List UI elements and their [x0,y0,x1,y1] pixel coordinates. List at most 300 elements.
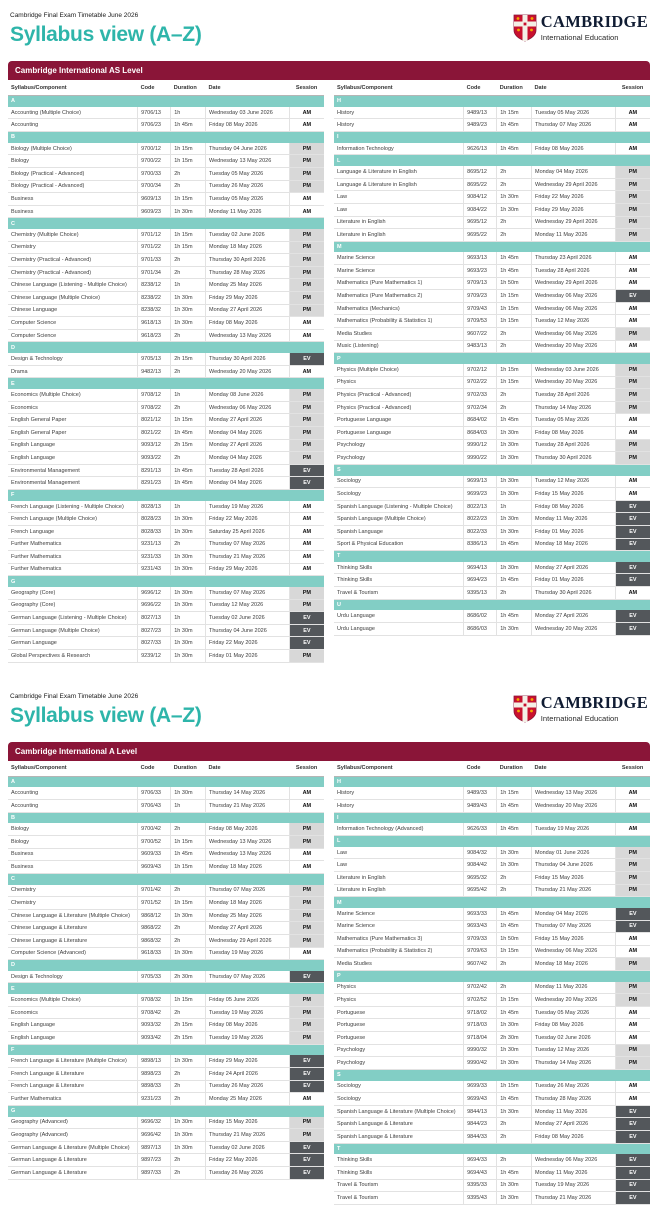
cell-session: AM [289,787,324,799]
exam-row [8,254,324,267]
cell-code: 9696/22 [138,599,171,612]
cell-syllabus: Sport & Physical Education [334,538,464,551]
cell-syllabus: Accounting (Multiple Choice) [8,107,138,119]
exam-row [334,933,650,946]
cell-duration: 1h 45m [497,252,532,264]
exam-row [8,787,324,799]
cell-session: AM [289,205,324,218]
cell-syllabus: History [334,787,464,799]
section-row-D [8,342,324,353]
cell-syllabus: English Language [8,452,138,465]
cell-code: 9609/33 [138,848,171,861]
cell-syllabus: Chinese Language (Listening - Multiple Choice) [8,279,138,292]
cell-session: AM [615,265,650,278]
cell-syllabus: Economics (Multiple Choice) [8,389,138,401]
exam-row [8,329,324,342]
cell-code: 8238/22 [138,292,171,305]
cell-code: 9709/43 [464,302,497,315]
cell-session: PM [289,1129,324,1142]
cell-code: 9231/43 [138,563,171,576]
cell-code: 9695/22 [464,229,497,242]
cell-date: Thursday 21 May 2026 [205,1129,289,1142]
section-letter: C [8,873,324,884]
cell-date: Tuesday 02 June 2026 [531,1032,615,1045]
cell-duration: 1h 15m [171,414,206,427]
cell-code: 9626/13 [464,143,497,155]
cell-session: AM [615,1006,650,1019]
section-row-L [334,155,650,166]
cell-date: Monday 08 June 2026 [205,389,289,401]
cell-code: 9084/12 [464,191,497,204]
exam-row [8,1129,324,1142]
exam-row [334,800,650,813]
cell-session: PM [289,155,324,168]
exam-row [334,1179,650,1192]
section-letter: H [334,776,650,787]
cell-code: 9084/42 [464,859,497,872]
cambridge-shield-icon [513,695,537,723]
cell-date: Wednesday 13 May 2026 [205,835,289,848]
logo-text-block [540,692,648,723]
cell-code: 9702/34 [464,401,497,414]
exam-row [334,823,650,835]
cell-date: Wednesday 20 May 2026 [531,623,615,636]
tables-a-level [8,761,650,1205]
cell-session: PM [615,871,650,884]
cell-code: 9483/13 [464,340,497,353]
cell-code: 9700/12 [138,143,171,155]
cell-duration: 2h [171,1093,206,1106]
cell-code: 9701/34 [138,266,171,279]
cell-session: PM [615,859,650,872]
cell-syllabus: Accounting [8,119,138,132]
cell-date: Tuesday 19 May 2026 [205,947,289,960]
cell-duration: 1h 30m [171,317,206,330]
cell-syllabus: Thinking Skills [334,574,464,587]
cell-date: Wednesday 06 May 2026 [531,328,615,341]
cell-syllabus: English General Paper [8,414,138,427]
section-letter: B [8,812,324,823]
column-header-duration: Duration [171,80,206,96]
cell-syllabus: Travel & Tourism [334,1179,464,1192]
exam-row [334,452,650,465]
exam-row [8,317,324,330]
section-letter: P [334,353,650,364]
exam-row [8,885,324,897]
cell-syllabus: Mathematics (Mechanics) [334,302,464,315]
cell-session: AM [289,365,324,378]
exam-row [334,1105,650,1118]
cell-syllabus: Physics [334,994,464,1007]
cell-code: 9609/23 [138,205,171,218]
cell-code: 9231/13 [138,538,171,551]
cell-syllabus: Further Mathematics [8,563,138,576]
cell-duration: 1h 15m [171,143,206,155]
section-letter: D [8,342,324,353]
exam-row [8,599,324,612]
cell-duration: 2h [171,254,206,267]
column-header-session: Session [615,761,650,777]
cell-date: Thursday 30 April 2026 [531,587,615,600]
cell-session: PM [289,994,324,1006]
cell-duration: 2h [171,1166,206,1179]
cell-session: PM [615,1057,650,1070]
cell-date: Wednesday 20 May 2026 [531,800,615,813]
cell-duration: 1h [171,107,206,119]
cell-syllabus: Mathematics (Probability & Statistics 2) [334,945,464,958]
cell-session: PM [289,452,324,465]
cell-duration: 1h 30m [171,1141,206,1154]
section-row-P [334,970,650,981]
cell-code: 9700/52 [138,835,171,848]
cell-syllabus: French Language & Literature (Multiple Choice) [8,1055,138,1067]
column-header-date: Date [531,80,615,96]
cell-date: Monday 04 May 2026 [531,166,615,178]
section-letter: D [8,960,324,971]
cell-duration: 1h 30m [497,452,532,465]
cell-date: Thursday 04 June 2026 [205,143,289,155]
cell-syllabus: French Language [8,525,138,538]
section-letter: S [334,1069,650,1080]
cell-duration: 1h 15m [171,193,206,206]
cell-date: Monday 11 May 2026 [531,982,615,994]
cell-session: EV [289,1055,324,1067]
cell-code: 9694/13 [464,562,497,574]
section-letter: U [334,599,650,610]
exam-row [334,178,650,191]
cell-session: EV [289,637,324,650]
cell-session: AM [615,1081,650,1093]
cell-syllabus: Physics [334,376,464,389]
cell-syllabus: Economics [8,1006,138,1019]
exam-row [8,538,324,551]
exam-row [334,389,650,402]
cell-session: EV [289,612,324,625]
cell-duration: 1h 15m [497,315,532,328]
cell-date: Tuesday 28 April 2026 [205,464,289,477]
section-row-C [8,873,324,884]
cell-code: 9696/42 [138,1129,171,1142]
exam-row [8,934,324,947]
cell-code: 9694/33 [464,1154,497,1166]
cell-code: 8027/23 [138,624,171,637]
cell-syllabus: Chemistry (Practical - Advanced) [8,254,138,267]
cell-duration: 1h [497,500,532,513]
cell-session: EV [289,971,324,983]
table-header-row [334,80,650,96]
page-title: Syllabus view (A–Z) [10,703,202,727]
cell-date: Friday 15 May 2026 [205,1117,289,1129]
exam-row [8,650,324,663]
section-row-F [8,1044,324,1055]
exam-row [334,1006,650,1019]
cell-date: Tuesday 26 May 2026 [531,1081,615,1093]
cell-session: AM [615,933,650,946]
cell-duration: 1h 30m [171,1055,206,1067]
cell-code: 9699/33 [464,1081,497,1093]
exam-row [334,203,650,216]
cell-syllabus: Geography (Advanced) [8,1117,138,1129]
cell-date: Monday 18 May 2026 [205,897,289,910]
cell-code: 9897/13 [138,1141,171,1154]
cell-date: Thursday 07 May 2026 [205,538,289,551]
cambridge-logo [513,14,648,42]
exam-row [334,513,650,526]
cell-date: Wednesday 03 June 2026 [205,107,289,119]
cell-syllabus: Literature in English [334,229,464,242]
cell-code: 9701/33 [138,254,171,267]
cell-duration: 1h 30m [497,476,532,488]
section-row-H [334,776,650,787]
cell-duration: 1h 45m [171,477,206,490]
exam-row [8,1093,324,1106]
cell-syllabus: Mathematics (Pure Mathematics 3) [334,933,464,946]
table-header-row [8,761,324,777]
column-header-code: Code [464,80,497,96]
cell-syllabus: Portuguese [334,1019,464,1032]
cell-duration: 2h 15m [171,439,206,452]
cell-duration: 1h 15m [171,241,206,254]
cell-syllabus: Information Technology (Advanced) [334,823,464,835]
exam-row [8,563,324,576]
cell-syllabus: German Language & Literature (Multiple Choice) [8,1141,138,1154]
cell-session: EV [289,1154,324,1167]
cell-session: AM [615,787,650,799]
cell-duration: 2h [497,1118,532,1131]
cell-duration: 1h 45m [497,1166,532,1179]
cell-date: Tuesday 26 May 2026 [205,1166,289,1179]
cell-syllabus: Chinese Language & Literature (Multiple Choice) [8,909,138,922]
cell-session: EV [289,1166,324,1179]
exam-row [334,166,650,178]
cell-date: Friday 15 May 2026 [531,488,615,501]
cell-code: 8684/02 [464,414,497,427]
cell-date: Monday 25 May 2026 [205,909,289,922]
cell-duration: 1h 30m [497,562,532,574]
cell-session: PM [289,1019,324,1032]
cell-syllabus: Mathematics (Pure Mathematics 1) [334,277,464,290]
section-row-F [8,489,324,500]
section-row-L [334,835,650,846]
table-column-left [8,761,324,1180]
cell-syllabus: History [334,119,464,132]
cell-date: Monday 27 April 2026 [205,922,289,935]
cell-session: AM [615,414,650,427]
cell-session: AM [615,587,650,600]
cell-code: 9694/43 [464,1166,497,1179]
cell-syllabus: Drama [8,365,138,378]
exam-row [8,292,324,305]
cell-duration: 2h [171,180,206,193]
cell-code: 9395/13 [464,587,497,600]
cell-syllabus: Computer Science (Advanced) [8,947,138,960]
exam-row [8,513,324,526]
cell-syllabus: Biology (Practical - Advanced) [8,180,138,193]
exam-row [8,464,324,477]
cell-session: EV [615,1130,650,1143]
cell-date: Saturday 25 April 2026 [205,525,289,538]
section-row-U [334,599,650,610]
cell-duration: 2h [171,452,206,465]
cell-session: EV [615,290,650,303]
cell-syllabus: French Language & Literature [8,1080,138,1093]
cell-duration: 2h [497,389,532,402]
cell-syllabus: Accounting [8,787,138,799]
cell-date: Monday 18 May 2026 [531,538,615,551]
cell-session: PM [289,229,324,241]
exam-row [334,191,650,204]
cell-date: Monday 27 April 2026 [531,610,615,622]
cell-code: 9489/13 [464,107,497,119]
cell-session: EV [289,624,324,637]
cell-duration: 1h 15m [171,835,206,848]
cell-date: Wednesday 13 May 2026 [205,329,289,342]
cell-session: AM [289,107,324,119]
exam-row [8,279,324,292]
exam-row [334,1057,650,1070]
cell-code: 9706/33 [138,787,171,799]
cell-duration: 2h 30m [171,971,206,983]
cell-duration: 1h 30m [171,599,206,612]
cell-code: 8022/13 [464,500,497,513]
cell-code: 9699/13 [464,476,497,488]
section-letter: A [8,776,324,787]
cell-date: Monday 11 May 2026 [531,1105,615,1118]
cell-date: Monday 04 May 2026 [205,477,289,490]
cell-duration: 2h [171,167,206,180]
cell-session: EV [289,477,324,490]
cell-session: AM [289,525,324,538]
cell-duration: 1h 30m [171,304,206,317]
cell-duration: 1h 30m [171,292,206,305]
cell-session: PM [615,982,650,994]
cell-code: 9709/53 [464,315,497,328]
cell-session: EV [615,908,650,920]
cell-date: Monday 27 April 2026 [531,562,615,574]
cell-code: 9693/33 [464,908,497,920]
cell-session: EV [289,464,324,477]
cell-session: PM [615,364,650,376]
cell-date: Tuesday 05 May 2026 [205,167,289,180]
cell-duration: 2h [171,1080,206,1093]
cell-code: 9696/12 [138,587,171,599]
cell-code: 9693/13 [464,252,497,264]
table-header-row [8,80,324,96]
cell-syllabus: Literature in English [334,884,464,897]
section-letter: L [334,835,650,846]
cell-code: 9699/43 [464,1093,497,1106]
cell-code: 9700/22 [138,155,171,168]
exam-row [8,107,324,119]
section-row-B [8,812,324,823]
section-letter: F [8,1044,324,1055]
cell-date: Monday 18 May 2026 [531,958,615,971]
cell-duration: 1h 45m [171,464,206,477]
cell-code: 8027/13 [138,612,171,625]
exam-row [8,452,324,465]
exam-row [334,119,650,132]
cell-session: AM [615,1019,650,1032]
cell-code: 9708/12 [138,389,171,401]
cell-session: AM [289,800,324,813]
cell-session: AM [615,277,650,290]
cell-code: 9702/12 [464,364,497,376]
cell-duration: 1h 30m [171,787,206,799]
cell-duration: 2h [171,934,206,947]
exam-row [334,982,650,994]
cell-duration: 1h 15m [497,302,532,315]
cell-session: AM [615,823,650,835]
cell-duration: 1h 15m [497,107,532,119]
cell-code: 9709/23 [464,290,497,303]
cell-session: EV [615,920,650,933]
cell-syllabus: Design & Technology [8,353,138,365]
cell-code: 8022/23 [464,513,497,526]
cell-session: PM [289,304,324,317]
cell-session: PM [289,167,324,180]
cell-session: PM [289,587,324,599]
cell-code: 9705/33 [138,971,171,983]
cell-session: AM [615,302,650,315]
section-row-T [334,551,650,562]
cell-session: EV [615,574,650,587]
cell-session: PM [289,439,324,452]
cell-syllabus: Environmental Management [8,464,138,477]
cell-code: 9693/43 [464,920,497,933]
cell-session: AM [615,315,650,328]
cell-code: 8022/33 [464,525,497,538]
cell-syllabus: Portuguese Language [334,426,464,439]
cell-duration: 1h 45m [497,143,532,155]
cell-date: Wednesday 06 May 2026 [531,945,615,958]
cell-date: Tuesday 05 May 2026 [531,414,615,427]
cell-date: Friday 01 May 2026 [205,650,289,663]
cell-syllabus: Language & Literature in English [334,178,464,191]
cell-date: Monday 25 May 2026 [205,1093,289,1106]
cell-code: 9609/43 [138,861,171,874]
cell-session: PM [615,203,650,216]
cell-code: 9696/32 [138,1117,171,1129]
cell-date: Tuesday 26 May 2026 [205,180,289,193]
exam-row [8,1032,324,1045]
exam-row [8,266,324,279]
cell-duration: 1h 15m [497,787,532,799]
cell-duration: 2h [171,365,206,378]
column-header-duration: Duration [497,80,532,96]
cell-session: PM [289,143,324,155]
timetable-as-right [334,80,650,636]
cell-duration: 1h 30m [171,525,206,538]
cell-code: 9084/22 [464,203,497,216]
cell-code: 8695/12 [464,166,497,178]
cell-duration: 2h [497,328,532,341]
cell-duration: 1h 30m [171,947,206,960]
cell-syllabus: Spanish Language & Literature (Multiple Choice) [334,1105,464,1118]
exam-row [334,426,650,439]
cell-syllabus: English Language [8,1032,138,1045]
cell-date: Monday 27 April 2026 [205,414,289,427]
cell-syllabus: Language & Literature in English [334,166,464,178]
cell-date: Wednesday 06 May 2026 [531,1154,615,1166]
cell-code: 9695/32 [464,871,497,884]
cell-date: Monday 11 May 2026 [531,229,615,242]
exam-row [8,119,324,132]
cell-duration: 1h 30m [497,439,532,452]
cell-syllabus: Chemistry [8,885,138,897]
cell-syllabus: Marine Science [334,920,464,933]
cell-date: Tuesday 19 May 2026 [531,823,615,835]
exam-row [8,525,324,538]
